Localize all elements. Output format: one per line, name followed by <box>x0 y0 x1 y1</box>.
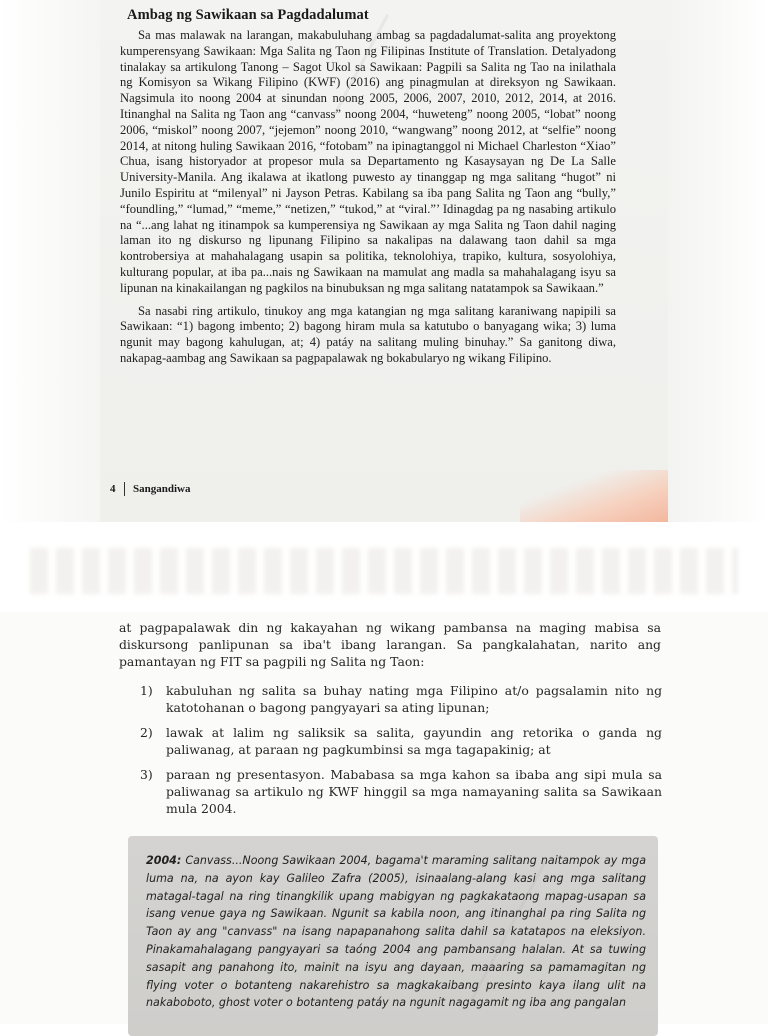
box-year-label: 2004: <box>146 854 182 867</box>
paragraph-sawikaan-history: Sa mas malawak na larangan, makabuluhang ambag sa pagdadalumat-salita ang proyektong kumperensyang Sawikaan: Mga Salita ng Taon ng Filipinas Institute of Translation. Detalyadong tinalakay sa artikulong Tanong – Sagot Ukol sa Sawikaan: Pagpili sa Salita ng Tao na inilathala ng Komisyon sa Wikang Filipino (KWF) (2016) ang pinagmulan at direksyon ng Sawikaan. Nagsimula ito noong 2004 at sinundan noong 2005, 2006, 2007, 2010, 2012, 2014, at 2016. Itinanghal na Salita ng Taon ang “canvass” noong 2004, “huweteng” noong 2005, “lobat” noong 2006, “miskol” noong 2007, “jejemon” noong 2010, “wangwang” noong 2012, at “selfie” noong 2014, at nitong huling Sawikaan 2016, “fotobam” na ipinagtanggol ni Michael Charleston “Xiao” Chua, isang historyador at propesor mula sa Departamento ng Kasaysayan ng De La Salle University-Manila. Ang ikalawa at ikatlong puwesto ay tinanggap ng mga salitang “hugot” ni Junilo Espiritu at “milenyal” ni Jayson Petras. Kabilang sa iba pang Salita ng Taon ang “bully,” “foundling,” “lumad,” “meme,” “netizen,” “tukod,” at “viral.”’ Idinagdag pa ng nasabing artikulo na “...ang lahat ng itinampok sa kumperensiya ng Sawikaan ay mga Salita ng Taon dahil naging laman ito ng diskurso ng lipunang Filipino sa nakalipas na dalawang taon dahil sa mga kontrobersiya at mahahalagang usapin sa politika, teknolohiya, trapiko, kultura, sosyolohiya, kulturang popular, at iba pa...nais ng Sawikaan na mamulat ang madla sa mahahalagang isyu sa lipunan na kinakailangan ng pagkilos na binubuksan ng mga salitang natatampok sa Sawikaan.” <box>120 28 616 295</box>
box-body: Canvass...Noong Sawikaan 2004, bagama't maraming salitang naitampok ay mga luma na, na ayon kay Galileo Zafra (2005), isinaalang-alang kasi ang mga salitang matagal-tagal na ring tinangkilik upang mabigyan ng pagkakataong mapag-usapan sa isang venue gaya ng Sawikaan. Ngunit sa kabila noon, ang itinanghal pa ring Salita ng Taon ay ang "canvass" na isang napapanahong salita dahil sa katatapos na eleksiyon. Pinakamahalagang pangyayari sa taóng 2004 ang pambansang halalan. At sa tuwing sasapit ang panahong ito, mainit na isyu ang dayaan, maaaring sa pamamagitan ng flying voter o botanteng nakarehistro sa magkakaibang presinto kaya ilang ulit na nakaboboto, ghost voter o botanteng patáy na ngunit nagagamit ng iba ang pangalan <box>146 854 646 1010</box>
criteria-item <box>140 724 662 758</box>
criteria-item <box>140 682 662 716</box>
bleed-through-text <box>30 548 738 594</box>
top-body-text <box>120 28 616 367</box>
bottom-intro-text <box>119 619 661 670</box>
page-footer <box>110 482 190 496</box>
footer-divider <box>124 482 126 496</box>
criteria-text: lawak at lalim ng saliksik sa salita, gayundin ang retorika o ganda ng paliwanag, at paraan ng pagkumbinsi sa mga tagapakinig; at <box>166 725 662 757</box>
page-number: 4 <box>110 483 116 495</box>
criteria-number: 2) <box>140 725 153 740</box>
section-heading: Ambag ng Sawikaan sa Pagdadalumat <box>127 7 369 23</box>
page-edge-left <box>0 0 100 522</box>
criteria-number: 3) <box>140 767 153 782</box>
criteria-item <box>140 766 662 817</box>
intro-paragraph: at pagpapalawak din ng kakayahan ng wikang pambansa na maging mabisa sa diskursong panlipunan sa iba't ibang larangan. Sa pangkalahatan, narito ang pamantayan ng FIT sa pagpili ng Salita ng Taon: <box>119 620 661 669</box>
criteria-number: 1) <box>140 683 153 698</box>
box-text <box>146 852 646 1012</box>
criteria-list <box>140 682 662 825</box>
footer-title: Sangandiwa <box>133 483 191 495</box>
page-edge-right <box>668 0 768 522</box>
criteria-text: kabuluhan ng salita sa buhay nating mga Filipino at/o pagsalamin nito ng katotohanan o bagong pangyayari sa ating lipunan; <box>166 683 662 715</box>
criteria-text: paraan ng presentasyon. Mababasa sa mga kahon sa ibaba ang sipi mula sa paliwanag sa artikulo ng KWF hinggil sa mga namayaning salita sa Sawikaan mula 2004. <box>166 767 662 816</box>
paragraph-word-characteristics: Sa nasabi ring artikulo, tinukoy ang mga katangian ng mga salitang karaniwang napipili sa Sawikaan: “1) bagong imbento; 2) bagong hiram mula sa katutubo o banyagang wika; 3) luma ngunit may bagong kahulugan, at; 4) patáy na salitang muling binuhay.” Sa ganitong diwa, nakapag-aambag ang Sawikaan sa pagpapalawak ng bokabularyo ng wikang Filipino. <box>120 303 616 365</box>
